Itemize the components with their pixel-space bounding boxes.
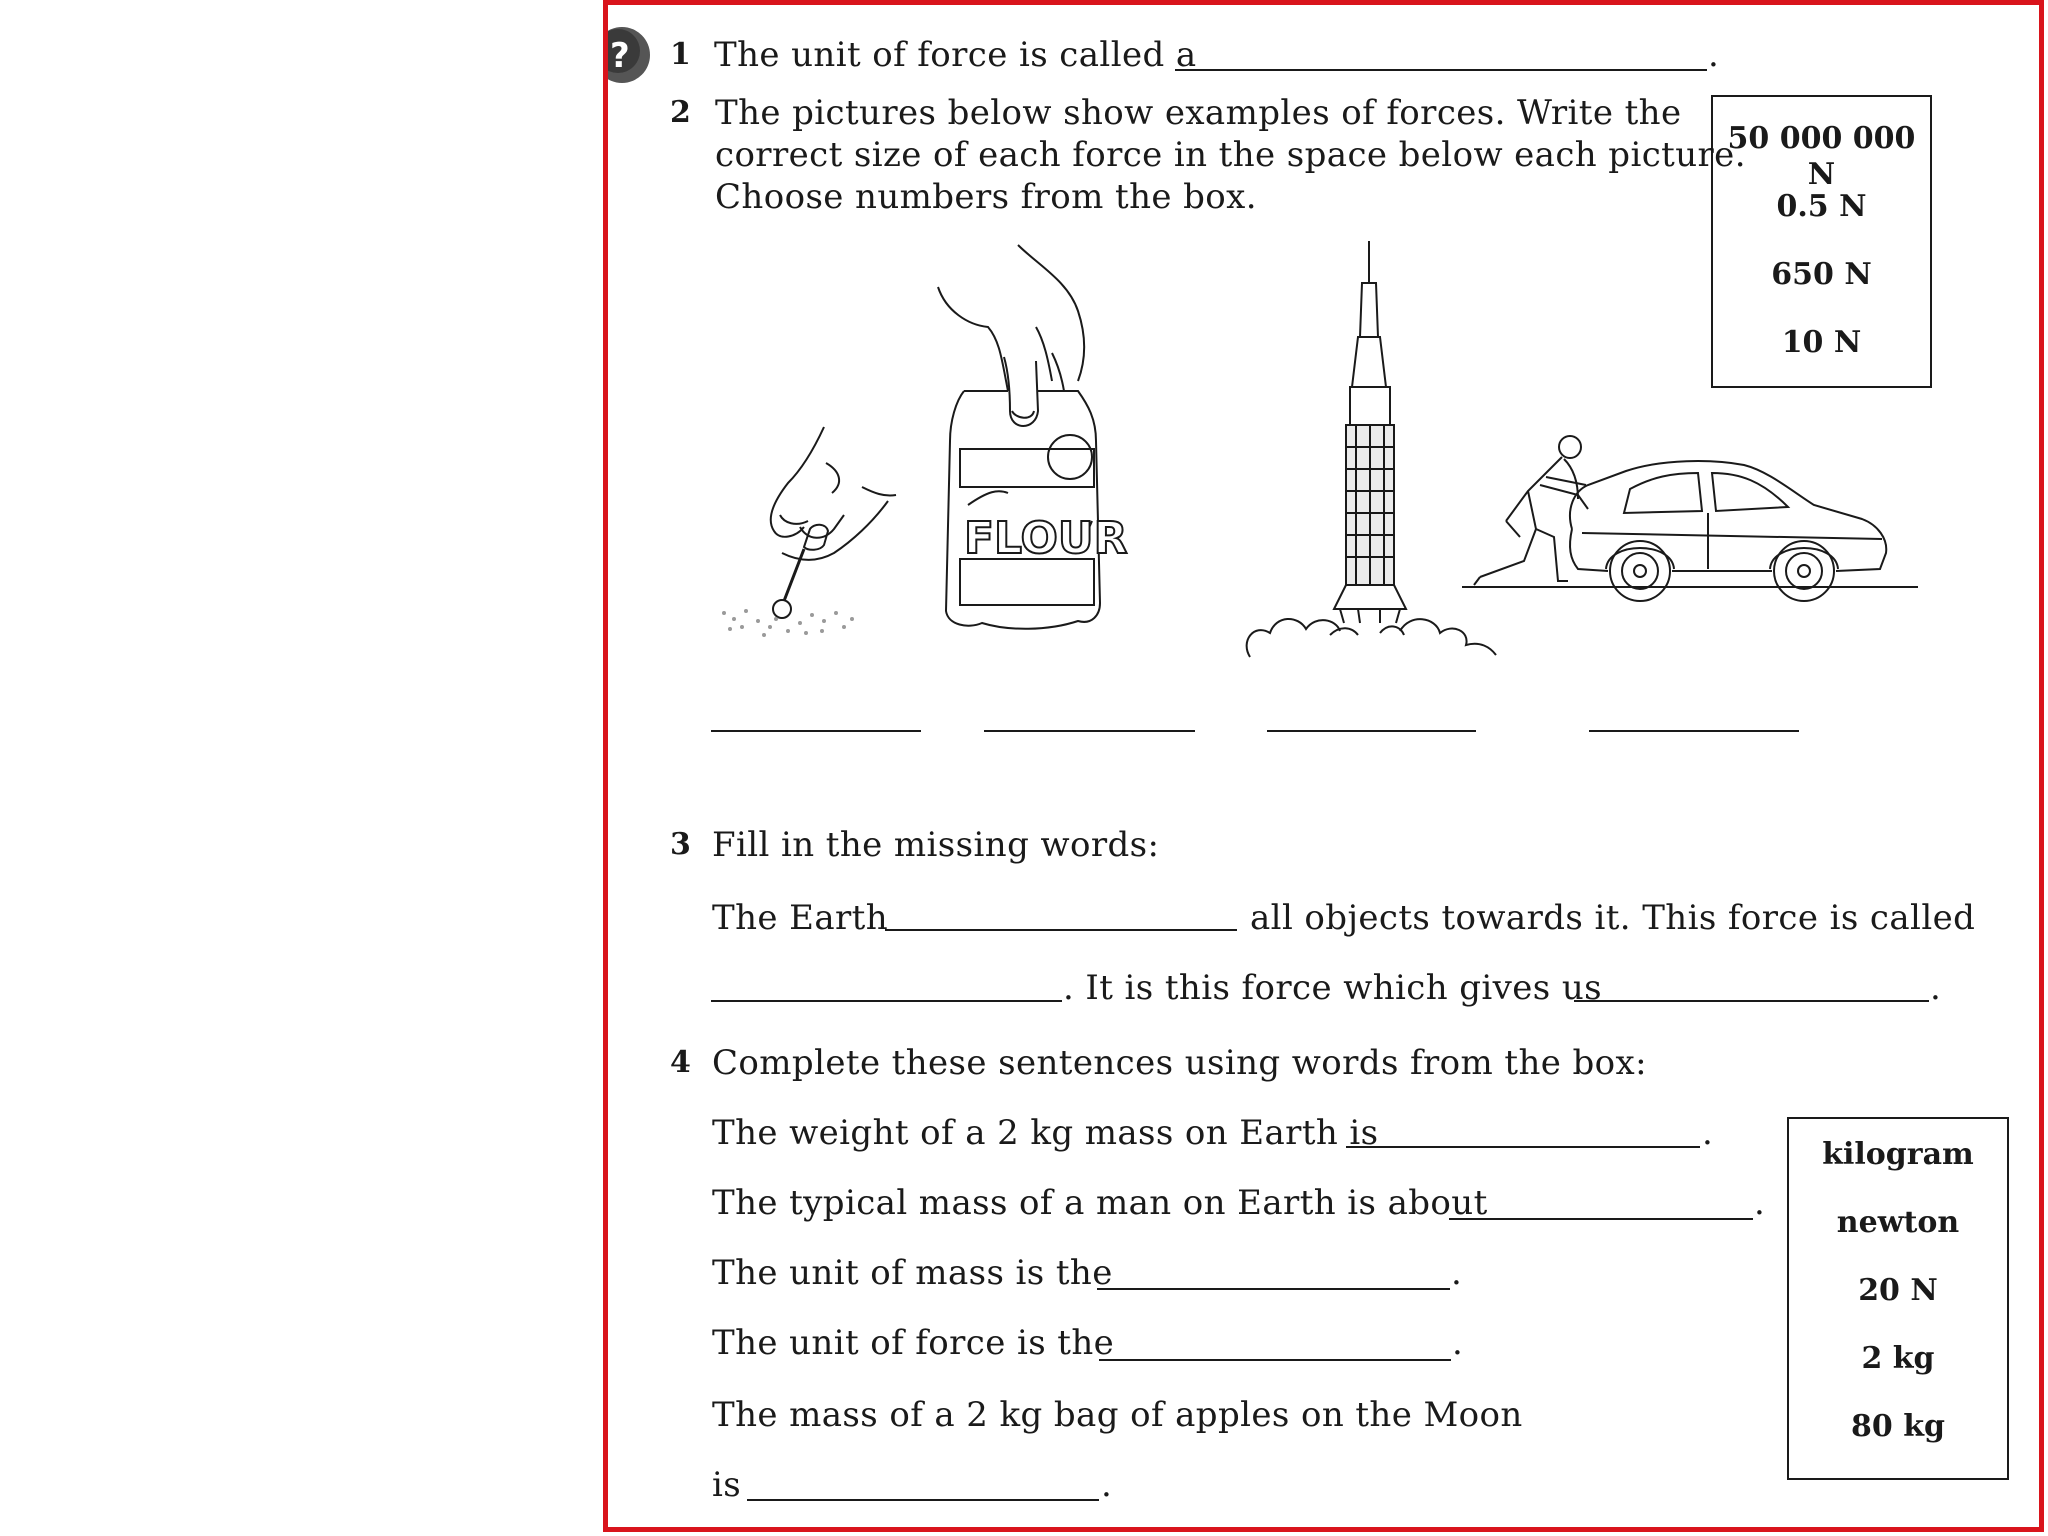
force-option: 650 N	[1771, 257, 1872, 292]
word-options-box	[1787, 1117, 2009, 1480]
q3-line2-end: .	[1930, 968, 1942, 1008]
word-option: newton	[1836, 1205, 1960, 1240]
question-badge-icon	[608, 25, 652, 85]
q3-answer-blank-3[interactable]	[1574, 1000, 1929, 1002]
q4-answer-blank-4[interactable]	[1099, 1359, 1451, 1361]
q4-period-5: .	[1101, 1465, 1113, 1505]
word-option: kilogram	[1822, 1137, 1974, 1172]
q3-line1-start: The Earth	[712, 898, 889, 938]
word-option: 20 N	[1858, 1273, 1938, 1308]
q4-answer-blank-1[interactable]	[1346, 1146, 1700, 1148]
q3-line1-end: all objects towards it. This force is called	[1250, 898, 1976, 938]
q4-sentence-1: The weight of a 2 kg mass on Earth is	[712, 1113, 1379, 1153]
q3-prompt: Fill in the missing words:	[712, 825, 1160, 865]
flour-label: FLOUR	[964, 513, 1128, 564]
q2-answer-blank-match[interactable]	[711, 730, 921, 732]
q4-prompt: Complete these sentences using words from the box:	[712, 1043, 1647, 1083]
force-option: 10 N	[1781, 325, 1862, 360]
word-option: 2 kg	[1861, 1341, 1935, 1376]
worksheet-page	[603, 0, 2044, 1532]
man-pushing-car-icon	[1462, 429, 1920, 595]
q4-sentence-3: The unit of mass is the	[712, 1253, 1113, 1293]
q2-answer-blank-flour[interactable]	[984, 730, 1195, 732]
q4-sentence-5a: The mass of a 2 kg bag of apples on the Moon	[712, 1395, 1523, 1435]
q2-number: 2	[670, 95, 691, 130]
word-option: 80 kg	[1851, 1409, 1945, 1444]
q2-answer-blank-rocket[interactable]	[1267, 730, 1476, 732]
q1-number: 1	[670, 37, 691, 72]
svg-text:?: ?	[610, 36, 630, 76]
q4-sentence-2: The typical mass of a man on Earth is about	[712, 1183, 1488, 1223]
q4-number: 4	[670, 1045, 691, 1080]
q1-answer-blank[interactable]	[1175, 69, 1707, 71]
q3-number: 3	[670, 827, 691, 862]
q2-line-3: Choose numbers from the box.	[715, 177, 1257, 217]
q4-sentence-4: The unit of force is the	[712, 1323, 1115, 1363]
q4-answer-blank-3[interactable]	[1097, 1288, 1450, 1290]
force-option: 50 000 000 N	[1727, 121, 1916, 192]
q1-text: The unit of force is called a	[714, 35, 1197, 75]
q2-line-2: correct size of each force in the space below each picture.	[715, 135, 1746, 175]
q4-answer-blank-2[interactable]	[1449, 1218, 1753, 1220]
q4-period-1: .	[1702, 1113, 1714, 1153]
q4-period-4: .	[1452, 1323, 1464, 1363]
q3-answer-blank-2[interactable]	[711, 1000, 1062, 1002]
rocket-icon	[1240, 237, 1500, 663]
q4-period-2: .	[1754, 1183, 1766, 1223]
q4-answer-blank-5[interactable]	[747, 1499, 1099, 1501]
flour-bag-icon	[928, 241, 1128, 651]
match-finger-icon	[712, 423, 902, 651]
q4-sentence-5b: is	[712, 1465, 742, 1505]
q1-period: .	[1708, 35, 1720, 75]
q3-line2-mid: . It is this force which gives us	[1063, 968, 1603, 1008]
q2-answer-blank-car[interactable]	[1589, 730, 1799, 732]
force-options-box	[1711, 95, 1932, 388]
q4-period-3: .	[1451, 1253, 1463, 1293]
q3-answer-blank-1[interactable]	[885, 929, 1237, 931]
q2-line-1: The pictures below show examples of forces. Write the	[715, 93, 1682, 133]
force-option: 0.5 N	[1776, 189, 1867, 224]
